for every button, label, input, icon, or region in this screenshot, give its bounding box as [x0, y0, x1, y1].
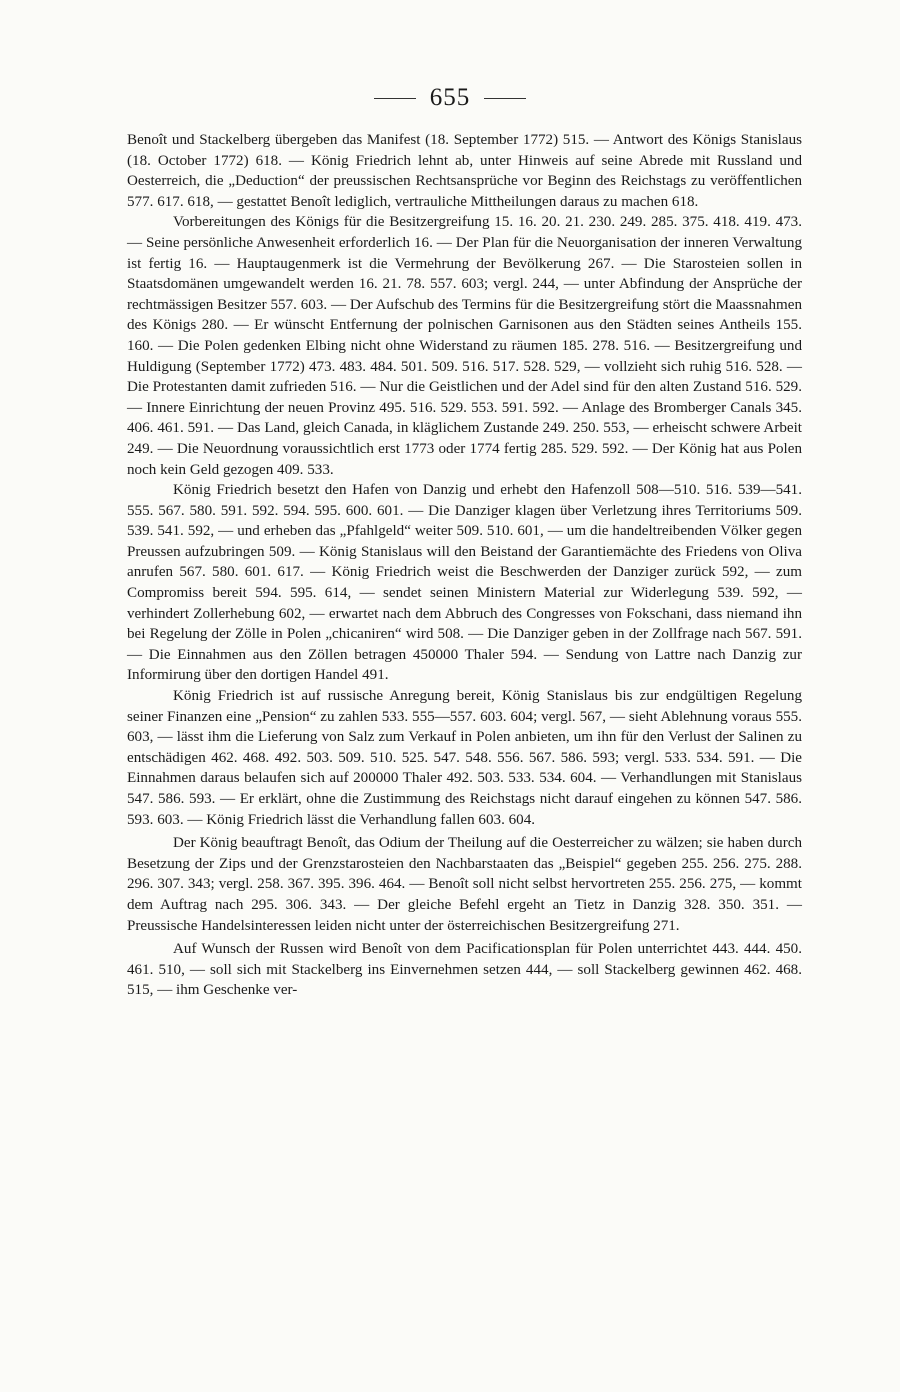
paragraph-5: Der König beauftragt Benoît, das Odium der Theilung auf die Oesterreicher zu wälzen; sie haben durch Besetzung der Zips und der Grenzstarosteien den Nachbarstaaten das „Beispiel“ gegeben 255. 256. 275. 288. 296. 307. 343; vergl. 258. 367. 395. 396. 464. — Benoît soll nicht selbst hervortreten 255. 256. 275, — kommt dem Auftrag nach 295. 306. 343. — Der gleiche Befehl ergeht an Tietz in Danzig 328. 350. 351. — Preussische Handelsinteressen leiden nicht unter der österreichischen Besitzergreifung 271. [127, 835, 802, 934]
header-rule-left [374, 98, 416, 99]
paragraph-1: Benoît und Stackelberg übergeben das Manifest (18. September 1772) 515. — Antwort des Königs Stanislaus (18. October 1772) 618. — König Friedrich lehnt ab, unter Hinweis auf seine Abrede mit Russland und Oesterreich, die „Deduction“ der preussischen Rechtsansprüche vor Beginn des Reichstags zu veröffentlichen 577. 617. 618, — gestattet Benoît lediglich, vertrauliche Mittheilungen daraus zu machen 618. [127, 132, 802, 210]
page-body [127, 130, 802, 1001]
paragraph-3: König Friedrich besetzt den Hafen von Danzig und erhebt den Hafenzoll 508—510. 516. 539—541. 555. 567. 580. 591. 592. 594. 595. 600. 601. — Die Danziger klagen über Verletzung ihres Territoriums 509. 539. 541. 592, — und erheben das „Pfahlgeld“ weiter 509. 510. 601, — um die handeltreibenden Völker gegen Preussen aufzubringen 509. — König Stanislaus will den Beistand der Garantiemächte des Friedens von Oliva anrufen 567. 580. 601. 617. — König Friedrich weist die Beschwerden der Danziger zurück 592, — zum Compromiss bereit 594. 595. 614, — sendet seinen Ministern Material zur Widerlegung 539. 592, — verhindert Zollerhebung 602, — erwartet nach dem Abbruch des Congresses von Fokschani, dass niemand ihn bei Regelung der Zölle in Polen „chicaniren“ wird 508. — Die Danziger geben in der Zollfrage nach 567. 591. — Die Einnahmen aus den Zöllen betragen 450000 Thaler 594. — Sendung von Lattre nach Danzig zur Informirung über den dortigen Handel 491. [127, 482, 802, 684]
paragraph-2: Vorbereitungen des Königs für die Besitzergreifung 15. 16. 20. 21. 230. 249. 285. 375. 418. 419. 473. — Seine persönliche Anwesenheit erforderlich 16. — Der Plan für die Neuorganisation der inneren Verwaltung ist fertig 16. — Hauptaugenmerk ist die Vermehrung der Bevölkerung 267. — Die Starosteien sollen in Staatsdomänen umgewandelt werden 16. 21. 78. 557. 603; vergl. 244, — unter Abfindung der Ansprüche der rechtmässigen Besitzer 557. 603. — Der Aufschub des Termins für die Besitzergreifung stört die Maassnahmen des Königs 280. — Er wünscht Entfernung der polnischen Garnisonen aus den Städten seines Antheils 155. 160. — Die Polen gedenken Elbing nicht ohne Widerstand zu räumen 185. 278. 516. — Besitzergreifung und Huldigung (September 1772) 473. 483. 484. 501. 509. 516. 517. 528. 529, — vollzieht sich ruhig 516. 528. — Die Protestanten damit zufrieden 516. — Nur die Geistlichen und der Adel sind für den alten Zustand 516. 529. — Innere Einrichtung der neuen Provinz 495. 516. 529. 553. 591. 592. — Anlage des Bromberger Canals 345. 406. 461. 591. — Das Land, gleich Canada, in kläglichem Zustande 249. 250. 553, — erheischt schwere Arbeit 249. — Die Neuordnung voraussichtlich erst 1773 oder 1774 fertig 285. 529. 592. — Der König hat aus Polen noch kein Geld gezogen 409. 533. [127, 214, 802, 478]
page-number: 655 [429, 84, 471, 111]
page-header [0, 84, 900, 112]
paragraph-6: Auf Wunsch der Russen wird Benoît von dem Pacificationsplan für Polen unterrichtet 443. 444. 450. 461. 510, — soll sich mit Stackelberg ins Einvernehmen setzen 444, — soll Stackelberg gewinnen 462. 468. 515, — ihm Geschenke ver- [127, 941, 802, 999]
header-rule-right [484, 98, 526, 99]
paragraph-4: König Friedrich ist auf russische Anregung bereit, König Stanislaus bis zur endgültigen Regelung seiner Finanzen eine „Pension“ zu zahlen 533. 555—557. 603. 604; vergl. 567, — sieht Ablehnung voraus 555. 603, — lässt ihm die Lieferung von Salz zum Verkauf in Polen anbieten, um ihn für den Verlust der Salinen zu entschädigen 462. 468. 492. 503. 509. 510. 525. 547. 548. 556. 567. 586. 593; vergl. 533. 534. 591. — Die Einnahmen daraus belaufen sich auf 200000 Thaler 492. 503. 533. 534. 604. — Verhandlungen mit Stanislaus 547. 586. 593. — Er erklärt, ohne die Zustimmung des Reichstags nicht darauf eingehen zu können 547. 586. 593. 603. — König Friedrich lässt die Verhandlung fallen 603. 604. [127, 688, 802, 828]
